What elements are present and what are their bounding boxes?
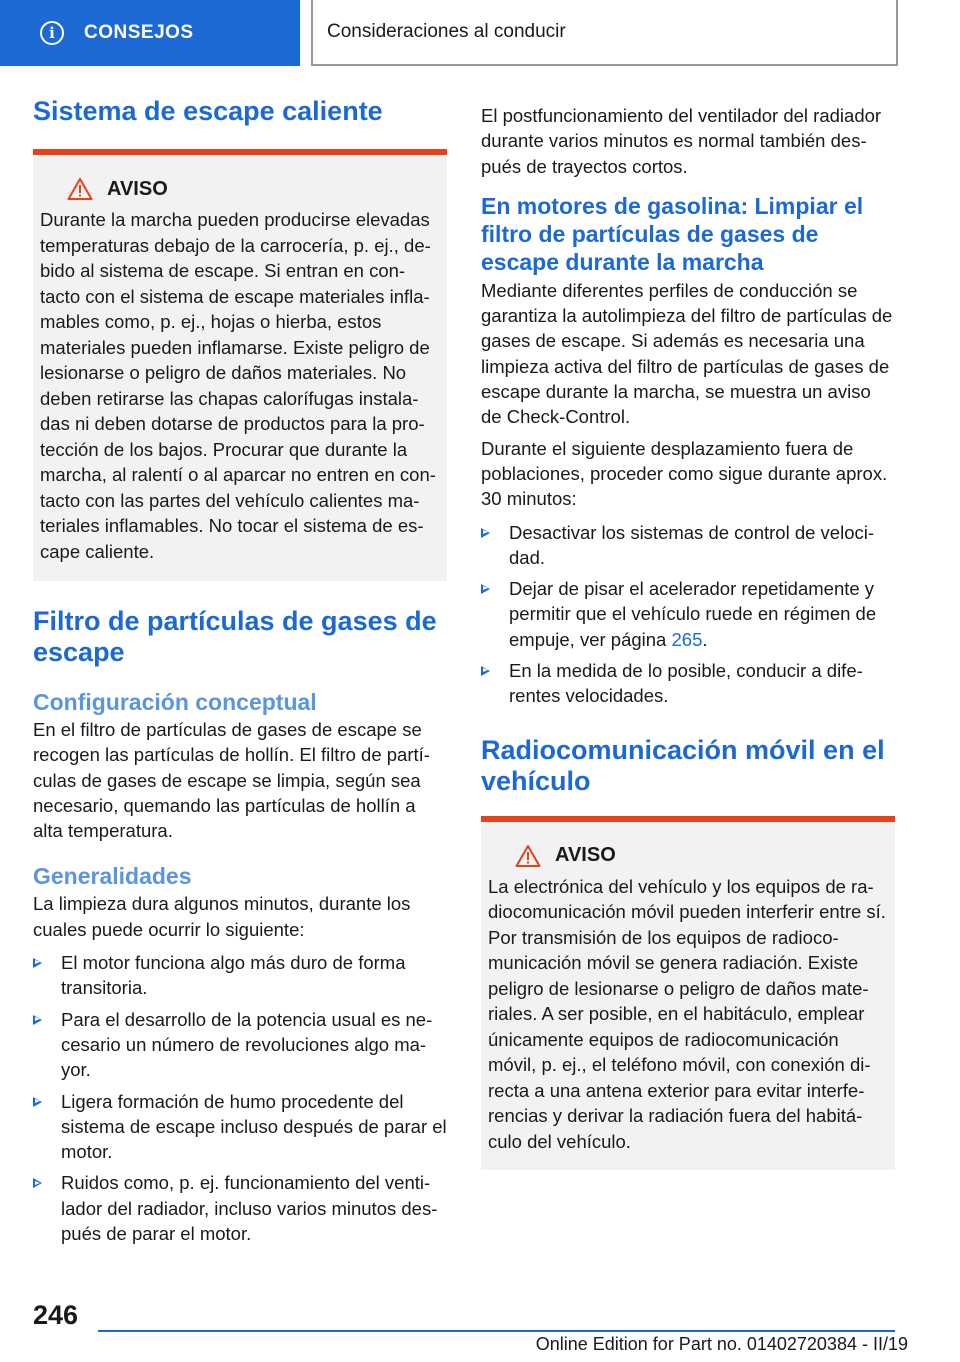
left-column xyxy=(33,96,447,1252)
chapter-tab[interactable] xyxy=(0,0,300,66)
section-title: Consideraciones al conducir xyxy=(327,21,566,42)
paragraph-petrol-1: Mediante diferentes perfiles de conducción se garantiza la autolimpieza del filtro de partículas de gases de escape. Si además es necesaria una limpieza activa del filtro de partículas de gases de escape durante la marcha, se muestra un aviso de Check-Control. xyxy=(481,279,893,428)
right-column xyxy=(481,103,895,1170)
list-item: Ligera formación de humo procedente del sistema de escape incluso después de parar el motor. xyxy=(33,1089,447,1165)
list-item: Ruidos como, p. ej. funcionamiento del venti-lador del radiador, incluso varios minutos des-pués de parar el motor. xyxy=(33,1170,447,1246)
info-icon: i xyxy=(40,21,64,45)
list-item: Dejar de pisar el acelerador repetidamente y permitir que el vehículo ruede en régimen de empuje, ver página 265. xyxy=(481,576,895,652)
chapter-tab-label: CONSEJOS xyxy=(84,22,194,43)
paragraph-concept: En el filtro de partículas de gases de escape se recogen las partículas de hollín. El filtro de partí-culas de gases de escape se limpia, según sea necesario, quemando las partículas de hollín a alta temperatura. xyxy=(33,719,430,842)
list-item: El motor funciona algo más duro de forma transitoria. xyxy=(33,950,447,1001)
warning-box-exhaust xyxy=(33,149,447,581)
heading-concept: Configuración conceptual xyxy=(33,689,317,715)
bullet-list-petrol xyxy=(481,520,895,709)
warning-text: Durante la marcha pueden producirse elevadas temperaturas debajo de la carrocería, p. ej., de-bido al sistema de escape. Si entran en con-tacto con el sistema de escape materiales infla-mables como, p. ej., hojas o hierba, estos materiales pueden inflamarse. Existe peligro de lesionarse o peligro de daños materiales. No deben retirarse las chapas calorífugas instala-das ni deben dotarse de productos para la pro-tección de los bajos. Procurar que durante la marcha, al ralentí o al aparcar no entren en con-tacto con las partes del vehículo calientes ma-teriales inflamables. No tocar el sistema de es-cape caliente. xyxy=(40,209,436,562)
paragraph-general: La limpieza dura algunos minutos, durante los cuales puede ocurrir lo siguiente: xyxy=(33,893,411,940)
warning-title: AVISO xyxy=(555,844,616,867)
bullet-triangle-icon xyxy=(481,528,490,538)
heading-petrol-regeneration: En motores de gasolina: Limpiar el filtro de partículas de gases de escape durante la marcha xyxy=(481,192,864,275)
warning-title: AVISO xyxy=(107,177,168,200)
heading-particle-filter: Filtro de partículas de gases de escape xyxy=(33,606,437,667)
list-item: Desactivar los sistemas de control de veloci-dad. xyxy=(481,520,895,571)
bullet-triangle-icon xyxy=(33,1097,42,1107)
bullet-list-general xyxy=(33,950,447,1246)
heading-hot-exhaust: Sistema de escape caliente xyxy=(33,96,383,126)
bullet-triangle-icon xyxy=(481,584,490,594)
page-number: 246 xyxy=(33,1300,79,1330)
bullet-triangle-icon xyxy=(33,1015,42,1025)
warning-text: La electrónica del vehículo y los equipos de ra-diocomunicación móvil pueden interferir entre sí. Por transmisión de los equipos de radioco-municación móvil se genera radiación. Existe peligro de lesionarse o peligro de daños mate-riales. A ser posible, en el habitáculo, emplear únicamente equipos de radiocomunicación móvil, p. ej., el teléfono móvil, con conexión di-recta a una antena exterior para evitar interfe-rencias y derivar la radiación fuera del habitá-culo del vehículo. xyxy=(488,875,886,1152)
list-item: En la medida de lo posible, conducir a dife-rentes velocidades. xyxy=(481,658,895,709)
footer-divider xyxy=(98,1330,895,1332)
page-reference-link[interactable]: 265 xyxy=(671,628,703,650)
bullet-triangle-icon xyxy=(33,958,42,968)
footer-edition: Online Edition for Part no. 01402720384 - II/19 xyxy=(535,1334,908,1354)
section-title-box xyxy=(311,0,898,66)
bullet-triangle-icon xyxy=(481,666,490,676)
heading-general: Generalidades xyxy=(33,863,192,890)
warning-box-radio xyxy=(481,816,895,1170)
paragraph-afterrun: El postfuncionamiento del ventilador del radiador durante varios minutos es normal también des-pués de trayectos cortos. xyxy=(481,105,882,177)
warning-triangle-icon xyxy=(67,177,93,201)
warning-triangle-icon xyxy=(515,844,541,868)
list-item: Para el desarrollo de la potencia usual es ne-cesario un número de revoluciones algo ma-yor. xyxy=(33,1007,447,1083)
heading-mobile-radio: Radiocomunicación móvil en el vehículo xyxy=(481,734,885,796)
paragraph-petrol-2: Durante el siguiente desplazamiento fuera de poblaciones, proceder como sigue durante aprox. 30 minutos: xyxy=(481,437,888,510)
bullet-triangle-icon xyxy=(33,1178,42,1188)
